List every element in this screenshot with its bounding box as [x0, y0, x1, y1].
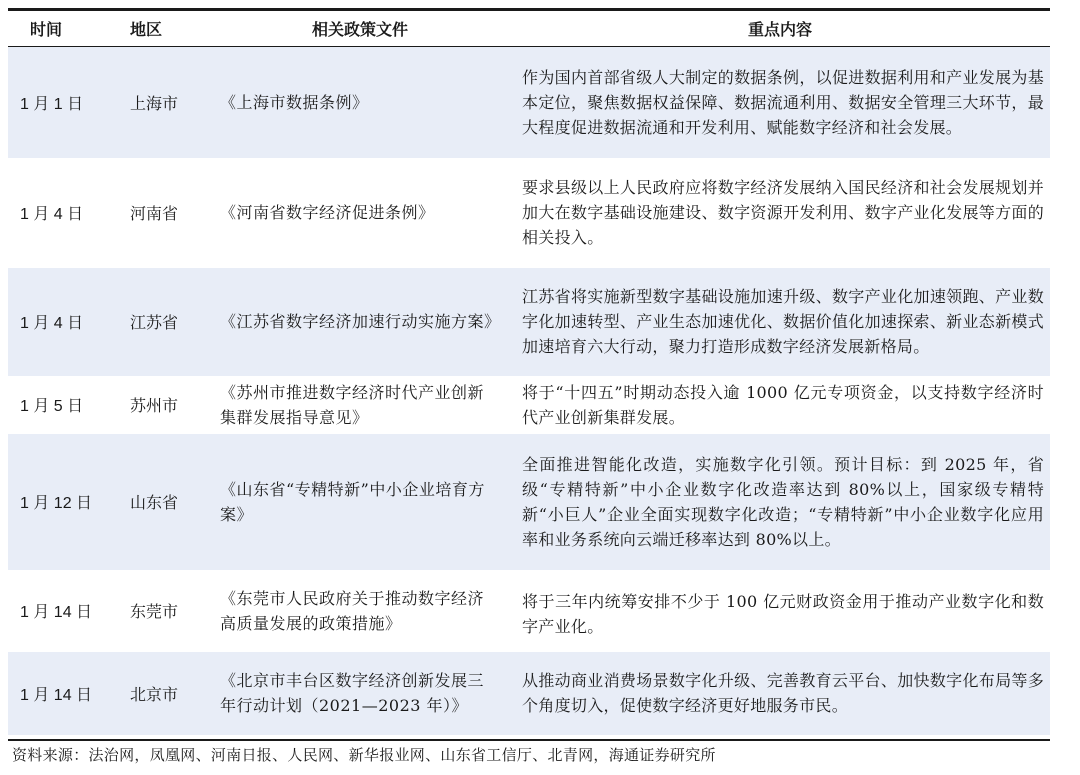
bottom-rule — [8, 739, 1050, 741]
cell-date: 1 月 5 日 — [8, 377, 120, 433]
cell-region: 苏州市 — [120, 377, 210, 433]
cell-content: 从推动商业消费场景数字化升级、完善教育云平台、加快数字化布局等多个角度切入，促使数字经济更好地服务市民。 — [510, 651, 1050, 736]
table-row — [8, 267, 1050, 377]
cell-document: 《江苏省数字经济加速行动实施方案》 — [210, 267, 510, 377]
cell-date: 1 月 1 日 — [8, 47, 120, 159]
cell-region: 山东省 — [120, 433, 210, 571]
cell-date: 1 月 12 日 — [8, 433, 120, 571]
cell-date: 1 月 4 日 — [8, 267, 120, 377]
header-document: 相关政策文件 — [210, 11, 510, 47]
policy-table — [8, 11, 1050, 737]
cell-content: 全面推进智能化改造，实施数字化引领。预计目标：到 2025 年，省级“专精特新”中小企业数字化改造率达到 80%以上，国家级专精特新“小巨人”企业全面实现数字化改造；“专精特新”中小企业数字化应用率和业务系统向云端迁移率达到 80%以上。 — [510, 433, 1050, 571]
cell-region: 江苏省 — [120, 267, 210, 377]
cell-content: 作为国内首部省级人大制定的数据条例，以促进数据利用和产业发展为基本定位，聚焦数据权益保障、数据流通利用、数据安全管理三大环节，最大程度促进数据流通和开发利用、赋能数字经济和社会发展。 — [510, 47, 1050, 159]
cell-document: 《上海市数据条例》 — [210, 47, 510, 159]
cell-date: 1 月 14 日 — [8, 651, 120, 736]
cell-date: 1 月 4 日 — [8, 159, 120, 267]
cell-region: 上海市 — [120, 47, 210, 159]
cell-content: 要求县级以上人民政府应将数字经济发展纳入国民经济和社会发展规划并加大在数字基础设施建设、数字资源开发利用、数字产业化发展等方面的相关投入。 — [510, 159, 1050, 267]
cell-content: 将于“十四五”时期动态投入逾 1000 亿元专项资金，以支持数字经济时代产业创新集群发展。 — [510, 377, 1050, 433]
header-content: 重点内容 — [510, 11, 1050, 47]
cell-document: 《东莞市人民政府关于推动数字经济高质量发展的政策措施》 — [210, 571, 510, 651]
table-row — [8, 377, 1050, 433]
cell-document: 《北京市丰台区数字经济创新发展三年行动计划（2021—2023 年）》 — [210, 651, 510, 736]
cell-document: 《苏州市推进数字经济时代产业创新集群发展指导意见》 — [210, 377, 510, 433]
table-row — [8, 651, 1050, 736]
cell-region: 北京市 — [120, 651, 210, 736]
cell-content: 江苏省将实施新型数字基础设施加速升级、数字产业化加速领跑、产业数字化加速转型、产业生态加速优化、数据价值化加速探索、新业态新模式加速培育六大行动，聚力打造形成数字经济发展新格局。 — [510, 267, 1050, 377]
cell-region: 河南省 — [120, 159, 210, 267]
cell-date: 1 月 14 日 — [8, 571, 120, 651]
table-row — [8, 47, 1050, 159]
cell-document: 《河南省数字经济促进条例》 — [210, 159, 510, 267]
table-row — [8, 571, 1050, 651]
table-row — [8, 433, 1050, 571]
header-region: 地区 — [120, 11, 210, 47]
header-row — [8, 11, 1050, 47]
cell-content: 将于三年内统筹安排不少于 100 亿元财政资金用于推动产业数字化和数字产业化。 — [510, 571, 1050, 651]
cell-region: 东莞市 — [120, 571, 210, 651]
table-row — [8, 159, 1050, 267]
source-note: 资料来源：法治网，凤凰网、河南日报、人民网、新华报业网、山东省工信厅、北青网，海通证券研究所 — [12, 746, 716, 764]
cell-document: 《山东省“专精特新”中小企业培育方案》 — [210, 433, 510, 571]
header-date: 时间 — [8, 11, 120, 47]
